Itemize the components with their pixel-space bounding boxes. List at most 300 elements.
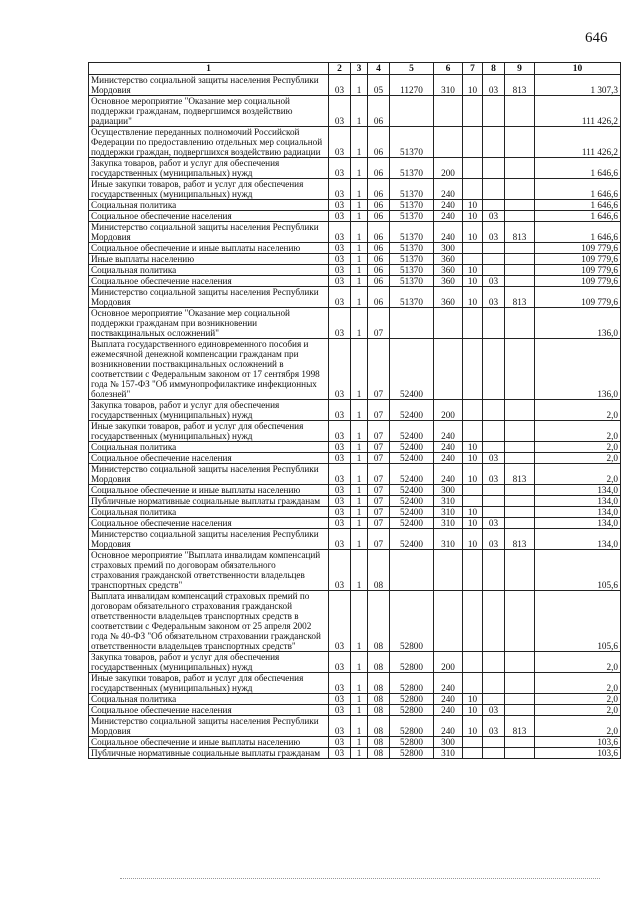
ministry-code: 813 [505, 287, 535, 308]
section-code: 03 [329, 716, 351, 737]
amount: 1 646,6 [535, 222, 621, 243]
subsection-code: 1 [351, 243, 368, 254]
row-name: Министерство социальной защиты населения Республики Мордовия [89, 222, 329, 243]
ministry-code [505, 591, 535, 652]
ministry-code [505, 442, 535, 453]
program-code: 08 [368, 737, 390, 748]
chapter-code: 10 [463, 705, 483, 716]
table-row [89, 694, 621, 705]
page-number: 646 [585, 30, 608, 46]
chapter-code: 10 [463, 200, 483, 211]
subsection-code: 1 [351, 308, 368, 339]
subchapter-code [483, 265, 505, 276]
subchapter-code [483, 179, 505, 200]
row-name: Иные закупки товаров, работ и услуг для обеспечения государственных (муниципальных) нужд [89, 179, 329, 200]
expense-type-code: 240 [434, 673, 463, 694]
expense-type-code: 240 [434, 694, 463, 705]
program-code: 07 [368, 421, 390, 442]
amount: 2,0 [535, 716, 621, 737]
ministry-code: 813 [505, 716, 535, 737]
program-code: 07 [368, 529, 390, 550]
ministry-code: 813 [505, 75, 535, 96]
amount: 2,0 [535, 421, 621, 442]
subsection-code: 1 [351, 748, 368, 759]
table-row [89, 179, 621, 200]
subchapter-code [483, 96, 505, 127]
table-row [89, 485, 621, 496]
program-code: 08 [368, 705, 390, 716]
subchapter-code [483, 400, 505, 421]
subchapter-code [483, 158, 505, 179]
subchapter-code [483, 485, 505, 496]
ministry-code [505, 276, 535, 287]
chapter-code: 10 [463, 453, 483, 464]
table-row [89, 652, 621, 673]
table-row [89, 276, 621, 287]
ministry-code: 813 [505, 529, 535, 550]
subchapter-code: 03 [483, 705, 505, 716]
row-name: Закупка товаров, работ и услуг для обеспечения государственных (муниципальных) нужд [89, 158, 329, 179]
subsection-code: 1 [351, 96, 368, 127]
expense-type-code: 240 [434, 421, 463, 442]
section-code: 03 [329, 158, 351, 179]
amount: 136,0 [535, 308, 621, 339]
row-name: Министерство социальной защиты населения Республики Мордовия [89, 75, 329, 96]
program-code: 07 [368, 485, 390, 496]
ministry-code [505, 211, 535, 222]
program-code: 08 [368, 550, 390, 591]
col-header: 4 [368, 63, 390, 75]
target-code: 52800 [390, 591, 434, 652]
table-row [89, 200, 621, 211]
row-name: Социальное обеспечение населения [89, 705, 329, 716]
row-name: Социальное обеспечение и иные выплаты населению [89, 243, 329, 254]
row-name: Иные закупки товаров, работ и услуг для обеспечения государственных (муниципальных) нужд [89, 421, 329, 442]
amount: 103,6 [535, 737, 621, 748]
subchapter-code [483, 591, 505, 652]
program-code: 07 [368, 442, 390, 453]
subchapter-code [483, 694, 505, 705]
ministry-code [505, 158, 535, 179]
target-code: 51370 [390, 211, 434, 222]
amount: 136,0 [535, 339, 621, 400]
section-code: 03 [329, 453, 351, 464]
section-code: 03 [329, 442, 351, 453]
subchapter-code [483, 339, 505, 400]
ministry-code [505, 737, 535, 748]
row-name: Социальная политика [89, 442, 329, 453]
subchapter-code [483, 243, 505, 254]
chapter-code: 10 [463, 507, 483, 518]
subchapter-code [483, 254, 505, 265]
row-name: Социальное обеспечение населения [89, 211, 329, 222]
section-code: 03 [329, 518, 351, 529]
table-row [89, 254, 621, 265]
subsection-code: 1 [351, 254, 368, 265]
table-row [89, 507, 621, 518]
subsection-code: 1 [351, 705, 368, 716]
section-code: 03 [329, 211, 351, 222]
program-code: 06 [368, 179, 390, 200]
amount: 2,0 [535, 694, 621, 705]
program-code: 06 [368, 96, 390, 127]
section-code: 03 [329, 705, 351, 716]
target-code: 52400 [390, 518, 434, 529]
chapter-code: 10 [463, 75, 483, 96]
program-code: 07 [368, 339, 390, 400]
row-name: Выплата государственного единовременного пособия и ежемесячной денежной компенсации гражданам при возникновении поствакцинальных осложнений в соответствии с Федеральным законом от 17 сентября 1998 года № 157-ФЗ "Об иммунопрофилактике инфекционных болезней" [89, 339, 329, 400]
section-code: 03 [329, 748, 351, 759]
subchapter-code [483, 673, 505, 694]
amount: 1 646,6 [535, 200, 621, 211]
subchapter-code [483, 737, 505, 748]
subsection-code: 1 [351, 464, 368, 485]
expense-type-code: 240 [434, 442, 463, 453]
expense-type-code [434, 591, 463, 652]
subchapter-code: 03 [483, 453, 505, 464]
target-code: 52400 [390, 496, 434, 507]
expense-type-code [434, 308, 463, 339]
amount: 2,0 [535, 705, 621, 716]
chapter-code: 10 [463, 265, 483, 276]
table-row [89, 518, 621, 529]
section-code: 03 [329, 339, 351, 400]
program-code: 06 [368, 200, 390, 211]
expense-type-code [434, 127, 463, 158]
ministry-code [505, 400, 535, 421]
target-code: 52800 [390, 652, 434, 673]
ministry-code [505, 96, 535, 127]
ministry-code [505, 485, 535, 496]
ministry-code [505, 254, 535, 265]
table-row [89, 400, 621, 421]
table-row [89, 748, 621, 759]
expense-type-code: 240 [434, 222, 463, 243]
target-code [390, 308, 434, 339]
section-code: 03 [329, 737, 351, 748]
target-code [390, 550, 434, 591]
ministry-code [505, 243, 535, 254]
row-name: Социальное обеспечение населения [89, 276, 329, 287]
chapter-code [463, 254, 483, 265]
subsection-code: 1 [351, 591, 368, 652]
row-name: Министерство социальной защиты населения Республики Мордовия [89, 464, 329, 485]
target-code: 52800 [390, 737, 434, 748]
chapter-code [463, 496, 483, 507]
ministry-code [505, 421, 535, 442]
chapter-code [463, 421, 483, 442]
ministry-code [505, 748, 535, 759]
table-row [89, 591, 621, 652]
row-name: Выплата инвалидам компенсаций страховых премий по договорам обязательного страхования гражданской ответственности владельцев транспортных средств в соответствии с Федеральным законом от 25 апреля 2002 года № 40-ФЗ "Об обязательном страховании гражданской ответственности владельцев транспортных средств" [89, 591, 329, 652]
ministry-code [505, 200, 535, 211]
program-code: 07 [368, 308, 390, 339]
target-code: 51370 [390, 254, 434, 265]
ministry-code [505, 339, 535, 400]
amount: 105,6 [535, 550, 621, 591]
amount: 109 779,6 [535, 243, 621, 254]
amount: 134,0 [535, 529, 621, 550]
section-code: 03 [329, 179, 351, 200]
subchapter-code [483, 652, 505, 673]
expense-type-code: 310 [434, 496, 463, 507]
row-name: Иные выплаты населению [89, 254, 329, 265]
subchapter-code [483, 442, 505, 453]
chapter-code [463, 737, 483, 748]
subsection-code: 1 [351, 507, 368, 518]
chapter-code [463, 400, 483, 421]
chapter-code [463, 179, 483, 200]
expense-type-code: 310 [434, 529, 463, 550]
chapter-code: 10 [463, 276, 483, 287]
subchapter-code [483, 308, 505, 339]
subchapter-code [483, 421, 505, 442]
section-code: 03 [329, 591, 351, 652]
section-code: 03 [329, 222, 351, 243]
expense-type-code: 300 [434, 737, 463, 748]
expense-type-code: 240 [434, 705, 463, 716]
table-row [89, 96, 621, 127]
table-row [89, 496, 621, 507]
page-divider [120, 878, 600, 879]
subchapter-code: 03 [483, 464, 505, 485]
program-code: 06 [368, 127, 390, 158]
amount: 2,0 [535, 652, 621, 673]
expense-type-code: 300 [434, 485, 463, 496]
amount: 1 646,6 [535, 179, 621, 200]
row-name: Публичные нормативные социальные выплаты гражданам [89, 748, 329, 759]
section-code: 03 [329, 421, 351, 442]
subsection-code: 1 [351, 265, 368, 276]
expense-type-code: 200 [434, 158, 463, 179]
table-row [89, 737, 621, 748]
target-code [390, 96, 434, 127]
ministry-code [505, 127, 535, 158]
ministry-code [505, 652, 535, 673]
table-row [89, 243, 621, 254]
program-code: 08 [368, 694, 390, 705]
subsection-code: 1 [351, 75, 368, 96]
subsection-code: 1 [351, 421, 368, 442]
ministry-code [505, 507, 535, 518]
target-code: 51370 [390, 276, 434, 287]
subsection-code: 1 [351, 485, 368, 496]
table-row [89, 550, 621, 591]
target-code: 51370 [390, 222, 434, 243]
col-header: 3 [351, 63, 368, 75]
expense-type-code: 200 [434, 652, 463, 673]
row-name: Основное мероприятие "Оказание мер социальной поддержки гражданам при возникновении поствакцинальных осложнений" [89, 308, 329, 339]
chapter-code [463, 308, 483, 339]
target-code: 52400 [390, 400, 434, 421]
ministry-code [505, 496, 535, 507]
subsection-code: 1 [351, 127, 368, 158]
section-code: 03 [329, 529, 351, 550]
program-code: 07 [368, 400, 390, 421]
expense-type-code: 240 [434, 200, 463, 211]
subsection-code: 1 [351, 400, 368, 421]
subsection-code: 1 [351, 287, 368, 308]
table-row [89, 222, 621, 243]
amount: 2,0 [535, 400, 621, 421]
program-code: 06 [368, 265, 390, 276]
section-code: 03 [329, 127, 351, 158]
expense-type-code: 310 [434, 748, 463, 759]
col-header: 7 [463, 63, 483, 75]
header-row [89, 63, 621, 75]
table-row [89, 308, 621, 339]
target-code: 52800 [390, 748, 434, 759]
program-code: 05 [368, 75, 390, 96]
amount: 1 646,6 [535, 211, 621, 222]
target-code: 51370 [390, 158, 434, 179]
ministry-code [505, 308, 535, 339]
chapter-code [463, 550, 483, 591]
amount: 134,0 [535, 496, 621, 507]
chapter-code: 10 [463, 518, 483, 529]
expense-type-code: 200 [434, 400, 463, 421]
program-code: 06 [368, 243, 390, 254]
subsection-code: 1 [351, 158, 368, 179]
target-code: 52800 [390, 694, 434, 705]
table-row [89, 75, 621, 96]
ministry-code [505, 550, 535, 591]
target-code: 52400 [390, 453, 434, 464]
subsection-code: 1 [351, 276, 368, 287]
program-code: 08 [368, 716, 390, 737]
amount: 134,0 [535, 518, 621, 529]
target-code: 52400 [390, 421, 434, 442]
target-code: 52400 [390, 507, 434, 518]
subsection-code: 1 [351, 222, 368, 243]
row-name: Социальное обеспечение населения [89, 453, 329, 464]
row-name: Осуществление переданных полномочий Российской Федерации по предоставлению отдельных мер социальной поддержки граждан, подвергшихся воздействию радиации [89, 127, 329, 158]
budget-table [88, 62, 621, 759]
target-code: 11270 [390, 75, 434, 96]
subchapter-code: 03 [483, 211, 505, 222]
ministry-code [505, 518, 535, 529]
expense-type-code: 300 [434, 243, 463, 254]
ministry-code: 813 [505, 222, 535, 243]
subchapter-code [483, 496, 505, 507]
chapter-code: 10 [463, 287, 483, 308]
program-code: 07 [368, 464, 390, 485]
section-code: 03 [329, 485, 351, 496]
table-row [89, 442, 621, 453]
target-code: 51370 [390, 243, 434, 254]
subchapter-code: 03 [483, 75, 505, 96]
chapter-code [463, 485, 483, 496]
table-row [89, 529, 621, 550]
amount: 134,0 [535, 507, 621, 518]
ministry-code [505, 673, 535, 694]
amount: 111 426,2 [535, 96, 621, 127]
row-name: Иные закупки товаров, работ и услуг для обеспечения государственных (муниципальных) нужд [89, 673, 329, 694]
section-code: 03 [329, 254, 351, 265]
row-name: Социальное обеспечение и иные выплаты населению [89, 737, 329, 748]
target-code: 52800 [390, 673, 434, 694]
program-code: 06 [368, 158, 390, 179]
subsection-code: 1 [351, 453, 368, 464]
target-code: 51370 [390, 179, 434, 200]
chapter-code: 10 [463, 222, 483, 243]
subchapter-code [483, 127, 505, 158]
target-code: 52400 [390, 485, 434, 496]
subsection-code: 1 [351, 179, 368, 200]
chapter-code [463, 652, 483, 673]
subsection-code: 1 [351, 716, 368, 737]
chapter-code [463, 339, 483, 400]
chapter-code [463, 127, 483, 158]
program-code: 07 [368, 453, 390, 464]
section-code: 03 [329, 400, 351, 421]
subsection-code: 1 [351, 694, 368, 705]
expense-type-code: 240 [434, 464, 463, 485]
subchapter-code: 03 [483, 518, 505, 529]
subchapter-code: 03 [483, 529, 505, 550]
subsection-code: 1 [351, 211, 368, 222]
expense-type-code: 310 [434, 518, 463, 529]
ministry-code [505, 694, 535, 705]
section-code: 03 [329, 308, 351, 339]
col-header: 8 [483, 63, 505, 75]
subsection-code: 1 [351, 496, 368, 507]
target-code: 52800 [390, 705, 434, 716]
row-name: Социальная политика [89, 265, 329, 276]
subchapter-code: 03 [483, 287, 505, 308]
chapter-code [463, 158, 483, 179]
chapter-code [463, 748, 483, 759]
program-code: 07 [368, 507, 390, 518]
table-row [89, 453, 621, 464]
expense-type-code: 310 [434, 75, 463, 96]
expense-type-code: 310 [434, 507, 463, 518]
target-code: 51370 [390, 127, 434, 158]
row-name: Социальная политика [89, 694, 329, 705]
ministry-code [505, 453, 535, 464]
subchapter-code: 03 [483, 716, 505, 737]
amount: 2,0 [535, 453, 621, 464]
subchapter-code [483, 550, 505, 591]
table-row [89, 673, 621, 694]
row-name: Министерство социальной защиты населения Республики Мордовия [89, 529, 329, 550]
section-code: 03 [329, 464, 351, 485]
expense-type-code [434, 339, 463, 400]
section-code: 03 [329, 652, 351, 673]
expense-type-code: 240 [434, 179, 463, 200]
amount: 103,6 [535, 748, 621, 759]
program-code: 07 [368, 518, 390, 529]
amount: 109 779,6 [535, 265, 621, 276]
expense-type-code [434, 96, 463, 127]
subchapter-code: 03 [483, 222, 505, 243]
program-code: 06 [368, 211, 390, 222]
subchapter-code [483, 200, 505, 211]
amount: 2,0 [535, 673, 621, 694]
amount: 109 779,6 [535, 287, 621, 308]
subchapter-code [483, 748, 505, 759]
expense-type-code: 240 [434, 453, 463, 464]
ministry-code [505, 265, 535, 276]
program-code: 06 [368, 287, 390, 308]
ministry-code: 813 [505, 464, 535, 485]
amount: 134,0 [535, 485, 621, 496]
expense-type-code: 240 [434, 716, 463, 737]
program-code: 06 [368, 276, 390, 287]
table-row [89, 464, 621, 485]
col-header: 2 [329, 63, 351, 75]
table-body [89, 75, 621, 759]
